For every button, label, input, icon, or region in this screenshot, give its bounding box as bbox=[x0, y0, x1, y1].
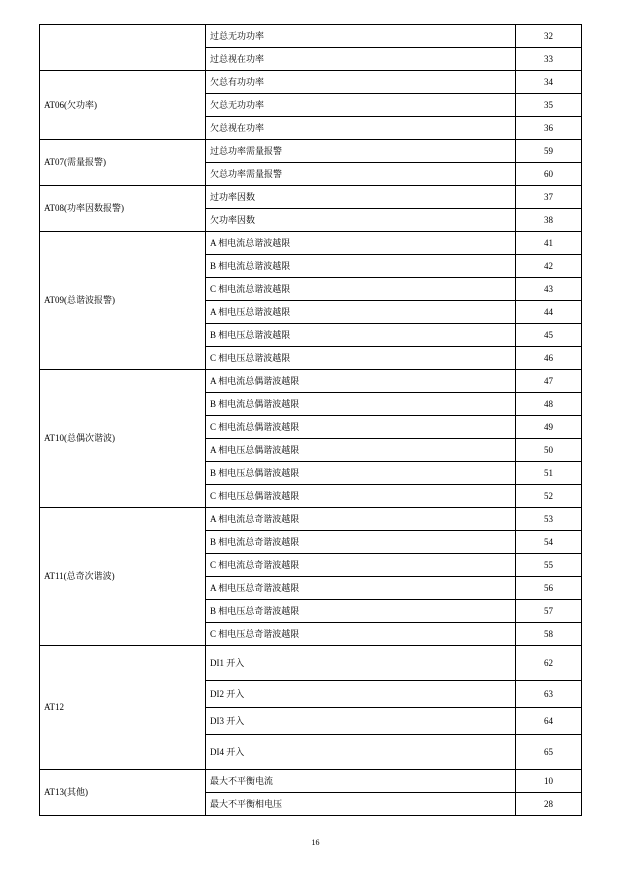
table-row bbox=[40, 25, 582, 48]
table-row bbox=[40, 186, 582, 209]
group-name-cell: AT08(功率因数报警) bbox=[40, 186, 206, 232]
alarm-code-cell: 52 bbox=[516, 485, 582, 508]
alarm-description-cell: A 相电流总谐波越限 bbox=[206, 232, 516, 255]
alarm-description-cell: DI2 开入 bbox=[206, 681, 516, 708]
alarm-description-cell: C 相电压总谐波越限 bbox=[206, 347, 516, 370]
alarm-code-cell: 41 bbox=[516, 232, 582, 255]
group-name-cell: AT12 bbox=[40, 646, 206, 770]
alarm-code-cell: 44 bbox=[516, 301, 582, 324]
page-number: 16 bbox=[311, 838, 320, 847]
alarm-description-cell: 过总视在功率 bbox=[206, 48, 516, 71]
alarm-code-cell: 60 bbox=[516, 163, 582, 186]
table-row bbox=[40, 71, 582, 94]
alarm-description-cell: C 相电流总谐波越限 bbox=[206, 278, 516, 301]
table-row bbox=[40, 370, 582, 393]
group-name-cell: AT07(需量报警) bbox=[40, 140, 206, 186]
alarm-description-cell: 最大不平衡相电压 bbox=[206, 793, 516, 816]
alarm-code-cell: 36 bbox=[516, 117, 582, 140]
table-row bbox=[40, 770, 582, 793]
alarm-code-cell: 58 bbox=[516, 623, 582, 646]
alarm-description-cell: 过总功率需量报警 bbox=[206, 140, 516, 163]
alarm-code-cell: 51 bbox=[516, 462, 582, 485]
group-name-cell: AT11(总奇次谐波) bbox=[40, 508, 206, 646]
alarm-code-cell: 48 bbox=[516, 393, 582, 416]
alarm-description-cell: 过总无功功率 bbox=[206, 25, 516, 48]
alarm-description-cell: DI3 开入 bbox=[206, 708, 516, 735]
alarm-code-cell: 54 bbox=[516, 531, 582, 554]
table-row bbox=[40, 140, 582, 163]
alarm-description-cell: 欠总视在功率 bbox=[206, 117, 516, 140]
alarm-description-cell: 最大不平衡电流 bbox=[206, 770, 516, 793]
table-row bbox=[40, 232, 582, 255]
alarm-code-cell: 34 bbox=[516, 71, 582, 94]
alarm-code-cell: 57 bbox=[516, 600, 582, 623]
alarm-description-cell: 欠功率因数 bbox=[206, 209, 516, 232]
alarm-code-cell: 38 bbox=[516, 209, 582, 232]
alarm-description-cell: 过功率因数 bbox=[206, 186, 516, 209]
alarm-code-cell: 50 bbox=[516, 439, 582, 462]
alarm-description-cell: DI4 开入 bbox=[206, 735, 516, 770]
alarm-description-cell: 欠总有功功率 bbox=[206, 71, 516, 94]
alarm-code-cell: 28 bbox=[516, 793, 582, 816]
alarm-code-cell: 47 bbox=[516, 370, 582, 393]
alarm-code-cell: 45 bbox=[516, 324, 582, 347]
table-row bbox=[40, 508, 582, 531]
group-name-cell bbox=[40, 25, 206, 71]
alarm-code-cell: 56 bbox=[516, 577, 582, 600]
alarm-code-cell: 65 bbox=[516, 735, 582, 770]
alarm-code-cell: 43 bbox=[516, 278, 582, 301]
alarm-code-cell: 35 bbox=[516, 94, 582, 117]
alarm-description-cell: A 相电流总偶谐波越限 bbox=[206, 370, 516, 393]
alarm-description-cell: B 相电压总奇谐波越限 bbox=[206, 600, 516, 623]
alarm-code-cell: 63 bbox=[516, 681, 582, 708]
alarm-code-cell: 55 bbox=[516, 554, 582, 577]
group-name-cell: AT06(欠功率) bbox=[40, 71, 206, 140]
alarm-description-cell: A 相电压总偶谐波越限 bbox=[206, 439, 516, 462]
alarm-description-cell: B 相电流总谐波越限 bbox=[206, 255, 516, 278]
alarm-description-cell: C 相电压总奇谐波越限 bbox=[206, 623, 516, 646]
alarm-description-cell: B 相电流总偶谐波越限 bbox=[206, 393, 516, 416]
alarm-code-table bbox=[39, 24, 582, 816]
alarm-code-cell: 62 bbox=[516, 646, 582, 681]
alarm-code-cell: 10 bbox=[516, 770, 582, 793]
alarm-code-cell: 59 bbox=[516, 140, 582, 163]
alarm-code-cell: 33 bbox=[516, 48, 582, 71]
alarm-description-cell: B 相电压总谐波越限 bbox=[206, 324, 516, 347]
alarm-description-cell: A 相电压总奇谐波越限 bbox=[206, 577, 516, 600]
alarm-description-cell: A 相电流总奇谐波越限 bbox=[206, 508, 516, 531]
alarm-code-cell: 53 bbox=[516, 508, 582, 531]
alarm-description-cell: C 相电流总偶谐波越限 bbox=[206, 416, 516, 439]
alarm-description-cell: C 相电流总奇谐波越限 bbox=[206, 554, 516, 577]
group-name-cell: AT09(总谐波报警) bbox=[40, 232, 206, 370]
table-row bbox=[40, 646, 582, 681]
alarm-code-cell: 64 bbox=[516, 708, 582, 735]
alarm-description-cell: A 相电压总谐波越限 bbox=[206, 301, 516, 324]
alarm-description-cell: B 相电流总奇谐波越限 bbox=[206, 531, 516, 554]
alarm-code-cell: 32 bbox=[516, 25, 582, 48]
alarm-code-cell: 49 bbox=[516, 416, 582, 439]
alarm-description-cell: 欠总无功功率 bbox=[206, 94, 516, 117]
alarm-description-cell: C 相电压总偶谐波越限 bbox=[206, 485, 516, 508]
alarm-description-cell: B 相电压总偶谐波越限 bbox=[206, 462, 516, 485]
alarm-code-cell: 46 bbox=[516, 347, 582, 370]
group-name-cell: AT10(总偶次谐波) bbox=[40, 370, 206, 508]
alarm-description-cell: 欠总功率需量报警 bbox=[206, 163, 516, 186]
alarm-description-cell: DI1 开入 bbox=[206, 646, 516, 681]
alarm-code-cell: 42 bbox=[516, 255, 582, 278]
alarm-code-cell: 37 bbox=[516, 186, 582, 209]
group-name-cell: AT13(其他) bbox=[40, 770, 206, 816]
